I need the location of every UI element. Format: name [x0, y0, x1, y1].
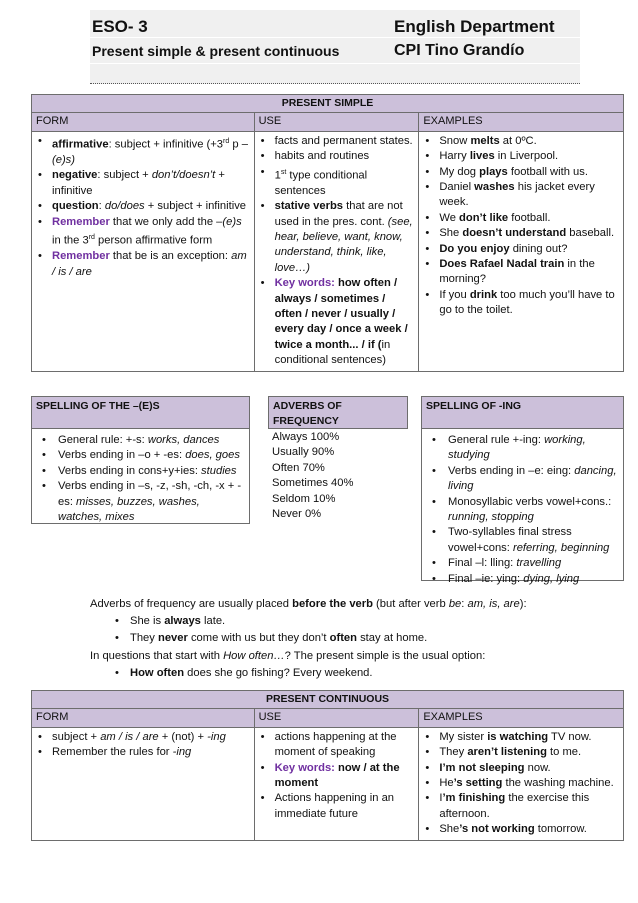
list-item: Always 100% — [272, 431, 340, 443]
list-item — [112, 630, 590, 647]
present-simple-examples-cell — [419, 131, 624, 371]
course-level: ESO- 3 — [92, 17, 148, 36]
examples-column-header: EXAMPLES — [419, 113, 624, 131]
note-text: How often… — [223, 649, 285, 662]
list-item: • I’m not sleeping now. — [422, 761, 620, 776]
list-item: • Does Rafael Nadal train in the morning? — [422, 257, 620, 288]
note-text: stay at home. — [356, 632, 428, 645]
list-item: • actions happening at the moment of speaking — [258, 730, 416, 761]
list-item: • We don’t like football. — [422, 211, 620, 226]
note-text: ? The present simple is the usual option: — [284, 649, 486, 662]
adverbs-frequency-list — [268, 429, 408, 523]
note-text: be — [448, 598, 462, 610]
note-examples — [112, 665, 590, 682]
note-text: often — [329, 632, 357, 645]
list-item: • negative: subject + don’t/doesn’t + infinitive — [35, 168, 251, 199]
list-item: • question: do/does + subject + infinitive — [35, 199, 251, 214]
spelling-ing-title: SPELLING OF -ING — [421, 396, 624, 429]
list-item: • He’s setting the washing machine. — [422, 776, 620, 791]
header-row-2 — [90, 38, 580, 64]
list-item: • General rule: +-s: works, dances — [36, 433, 245, 448]
list-item: • Key words: now / at the moment — [258, 761, 416, 792]
list-item: Never 0% — [272, 508, 322, 521]
list-item: • Remember that be is an exception: am / is / are — [35, 249, 251, 280]
form-column-header: FORM — [32, 113, 255, 131]
form-column-header: FORM — [32, 709, 255, 727]
adverbs-title-line: ADVERBS OF — [273, 400, 342, 412]
spelling-ing-body — [421, 429, 624, 585]
list-item: • If you drink too much you’ll have to go to the toilet. — [422, 288, 620, 319]
note-line — [90, 648, 590, 665]
note-text: late. — [200, 615, 226, 628]
list-item: • Monosyllabic verbs vowel+cons.: running, stopping — [426, 495, 619, 526]
list-item: • facts and permanent states. — [258, 134, 416, 149]
present-simple-use-cell — [254, 131, 419, 371]
adverbs-title-line: FREQUENCY — [273, 415, 339, 427]
note-text: She is — [130, 615, 165, 628]
list-item: • Verbs ending in –s, -z, -sh, -ch, -x + -es: misses, buzzes, washes, watches, mixes — [36, 479, 245, 525]
present-simple-form-cell — [32, 131, 255, 371]
header-dotted-line — [90, 64, 580, 84]
list-item: • Remember the rules for -ing — [35, 745, 251, 760]
note-text: never — [157, 632, 188, 645]
spelling-es-body — [31, 429, 250, 524]
spelling-es-box — [31, 396, 250, 524]
list-item: • General rule +-ing: working, studying — [426, 433, 619, 464]
department-name: English Department — [394, 17, 555, 36]
list-item: Seldom 10% — [272, 492, 336, 505]
list-item: • Snow melts at 0ºC. — [422, 134, 620, 149]
note-text: They — [130, 632, 158, 645]
list-item: • Verbs ending in cons+y+ies: studies — [36, 464, 245, 479]
list-item: • Verbs ending in –o + -es: does, goes — [36, 448, 245, 463]
spelling-es-title: SPELLING OF THE –(E)S — [31, 396, 250, 429]
adverbs-frequency-box — [268, 396, 408, 523]
present-simple-title: PRESENT SIMPLE — [32, 95, 624, 113]
note-text: come with us but they don’t — [187, 632, 330, 645]
note-line — [90, 596, 590, 613]
document-title: Present simple & present continuous — [92, 42, 340, 59]
use-column-header: USE — [254, 113, 419, 131]
list-item: • They aren’t listening to me. — [422, 745, 620, 760]
list-item: • Two-syllables final stress vowel+cons: referring, beginning — [426, 525, 619, 556]
list-item: • Final –l: lling: travelling — [426, 556, 619, 571]
note-text: does she go fishing? Every weekend. — [184, 666, 373, 679]
note-text: : — [461, 598, 468, 610]
list-item: • My dog plays football with us. — [422, 165, 620, 180]
list-item: • My sister is watching TV now. — [422, 730, 620, 745]
list-item: Sometimes 40% — [272, 477, 354, 490]
list-item: • Harry lives in Liverpool. — [422, 149, 620, 164]
list-item: • Key words: how often / always / sometimes / often / never / usually / every day / once a week / twice a month... / if (in conditional sentences) — [258, 276, 416, 368]
list-item: • habits and routines — [258, 149, 416, 164]
spelling-ing-box — [421, 396, 624, 585]
present-simple-table — [31, 94, 624, 372]
list-item: • I’m finishing the exercise this afternoon. — [422, 791, 620, 822]
frequency-notes — [90, 596, 590, 682]
list-item — [112, 613, 590, 630]
list-item: • Daniel washes his jacket every week. — [422, 180, 620, 211]
present-continuous-title: PRESENT CONTINUOUS — [32, 691, 624, 709]
list-item: • affirmative: subject + infinitive (+3rd p –(e)s) — [35, 134, 251, 169]
present-continuous-table — [31, 690, 624, 841]
note-text: before the verb — [292, 598, 373, 610]
list-item: • subject + am / is / are + (not) + -ing — [35, 730, 251, 745]
note-examples — [112, 613, 590, 647]
header-row-1 — [90, 10, 580, 38]
list-item: Usually 90% — [272, 446, 335, 459]
school-name: CPI Tino Grandío — [394, 41, 525, 59]
list-item: • She doesn’t understand baseball. — [422, 226, 620, 241]
note-text: (but after verb — [372, 598, 449, 610]
list-item: • Remember that we only add the –(e)s in the 3rd person affirmative form — [35, 215, 251, 250]
note-text: In questions that start with — [90, 649, 224, 662]
note-text: Adverbs of frequency are usually placed — [90, 598, 293, 610]
note-text: always — [164, 615, 201, 628]
use-column-header: USE — [254, 709, 419, 727]
present-continuous-examples-cell — [419, 727, 624, 840]
note-text: How often — [130, 666, 185, 679]
examples-column-header: EXAMPLES — [419, 709, 624, 727]
present-continuous-use-cell — [254, 727, 419, 840]
note-text: am, is, are — [467, 598, 520, 610]
list-item: • stative verbs that are not used in the pres. cont. (see, hear, believe, want, know, understand, think, like, love…) — [258, 199, 416, 276]
adverbs-frequency-title — [268, 396, 408, 429]
list-item — [112, 665, 590, 682]
list-item: Often 70% — [272, 461, 325, 474]
list-item: • Final –ie: ying: dying, lying — [426, 572, 619, 587]
list-item: • Verbs ending in –e: eing: dancing, living — [426, 464, 619, 495]
list-item: • Actions happening in an immediate future — [258, 791, 416, 822]
list-item: • 1st type conditional sentences — [258, 165, 416, 200]
note-text: ): — [519, 598, 527, 610]
list-item: • Do you enjoy dining out? — [422, 242, 620, 257]
list-item: • She’s not working tomorrow. — [422, 822, 620, 837]
present-continuous-form-cell — [32, 727, 255, 840]
document-header — [90, 10, 580, 84]
